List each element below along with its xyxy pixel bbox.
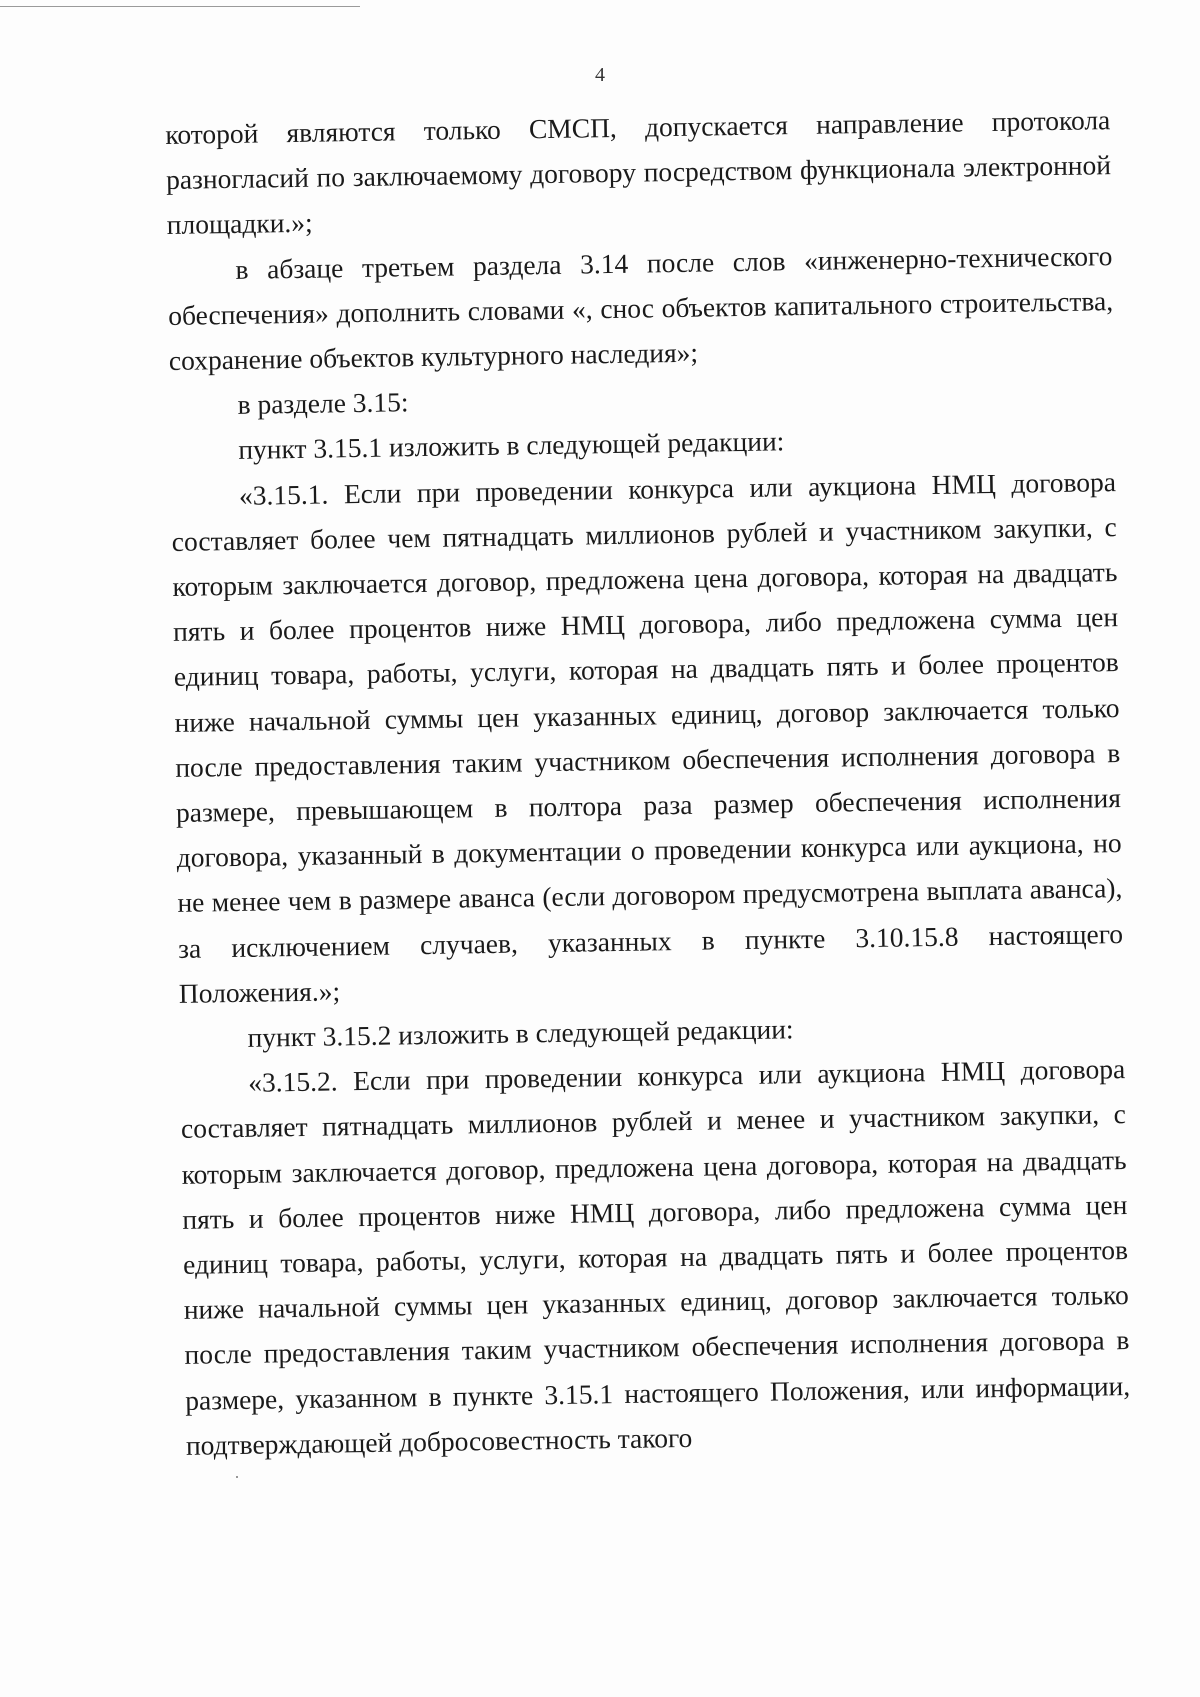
paragraph-item-3-15-2-intro: пункт 3.15.2 изложить в следующей редакции: (247, 1013, 794, 1053)
paragraph-item-3-15-2-text: «3.15.2. Если при проведении конкурса или аукциона НМЦ договора составляет пятнадцать миллионов рублей и менее и участником закупки, с которым заключается договор, предложена цена договора, которая на двадцать пять и более процентов ниже НМЦ договора, либо предложена сумма цен единиц товара, работы, услуги, которая на двадцать пять и более процентов ниже начальной суммы цен указанных единиц, договор заключается только после предоставления таким участником обеспечения исполнения договора в размере, указанном в пункте 3.15.1 настоящего Положения, или информации, подтверждающей добросовестность такого (180, 1053, 1131, 1461)
document-body (165, 97, 1131, 1468)
page-number: 4 (595, 64, 605, 86)
scan-speck (236, 1476, 238, 1478)
scan-edge-line (0, 6, 360, 7)
paragraph-item-3-15-1-text: «3.15.1. Если при проведении конкурса или аукциона НМЦ договора составляет более чем пятнадцать миллионов рублей и участником закупки, с которым заключается договор, предложена цена договора, которая на двадцать пять и более процентов ниже НМЦ договора, либо предложена сумма цен единиц товара, работы, услуги, которая на двадцать пять и более процентов ниже начальной суммы цен указанных единиц, договор заключается только после предоставления таким участником обеспечения исполнения договора в размере, превышающем в полтора раза размер обеспечения исполнения договора, указанный в документации о проведении конкурса или аукциона, но не менее чем в размере аванса (если договором предусмотрена выплата аванса), за исключением случаев, указанных в пункте 3.10.15.8 настоящего Положения.»; (171, 465, 1124, 1009)
paragraph-continuation: которой являются только СМСП, допускается направление протокола разногласий по заключаемому договору посредством функционала электронной площадки.»; (165, 104, 1112, 241)
paragraph-section-3-14-amendment: в абзаце третьем раздела 3.14 после слов «инженерно-технического обеспечения» дополнить словами «, снос объектов капитального строительства, сохранение объектов культурного наследия»; (167, 239, 1114, 376)
paragraph-section-3-15-heading: в разделе 3.15: (237, 386, 409, 421)
paragraph-item-3-15-1-intro: пункт 3.15.1 изложить в следующей редакции: (238, 425, 785, 466)
